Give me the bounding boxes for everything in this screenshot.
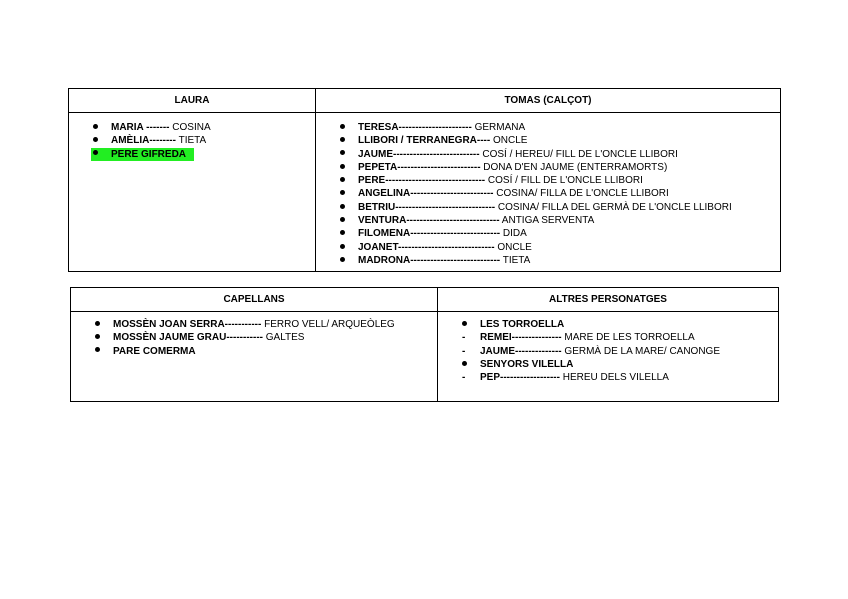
list-item: MOSSÈN JAUME GRAU----------- GALTES: [93, 331, 437, 344]
header-capellans: CAPELLANS: [71, 288, 438, 312]
bullet-icon: [95, 318, 107, 331]
list-item: SENYORS VILELLA: [460, 358, 778, 371]
list-item: - REMEI--------------- MARE DE LES TORROELLA: [462, 332, 695, 344]
tomas-list: [338, 121, 780, 267]
list-item: TERESA---------------------- GERMANA: [338, 121, 780, 134]
altres-list: [460, 318, 778, 384]
list-item: FILOMENA--------------------------- DIDA: [338, 227, 780, 240]
bullet-icon: [93, 134, 105, 147]
header-tomas: TOMAS (CALÇOT): [316, 89, 781, 113]
list-item-highlighted: PERE GIFREDA: [91, 148, 315, 161]
bullet-icon: [340, 121, 352, 134]
laura-list: [91, 121, 315, 161]
bullet-icon: [93, 121, 105, 134]
list-item: MARIA ------- COSINA: [91, 121, 315, 134]
list-item: AMÈLIA-------- TIETA: [91, 134, 315, 147]
list-item: JAUME-------------------------- COSÍ / HEREU/ FILL DE L'ONCLE LLIBORI: [338, 148, 780, 161]
list-item: MADRONA--------------------------- TIETA: [338, 254, 780, 267]
dash-icon: -: [462, 332, 466, 344]
bullet-icon: [340, 201, 352, 214]
bullet-icon: [340, 187, 352, 200]
bullet-icon: [340, 148, 352, 161]
header-laura: LAURA: [69, 89, 316, 113]
bullet-icon: [95, 345, 107, 358]
bullet-icon: [462, 318, 474, 331]
capellans-cell: [71, 312, 438, 402]
characters-table-2: [70, 287, 779, 402]
bullet-icon: [340, 241, 352, 254]
bullet-icon: [340, 227, 352, 240]
list-item: PARE COMERMA: [93, 345, 437, 358]
tomas-cell: [316, 113, 781, 272]
bullet-icon: [95, 331, 107, 344]
list-item: BETRIU------------------------------ COSINA/ FILLA DEL GERMÀ DE L'ONCLE LLIBORI: [338, 201, 780, 214]
dash-icon: -: [462, 345, 466, 357]
bullet-icon: [462, 358, 474, 371]
list-item: JOANET----------------------------- ONCLE: [338, 241, 780, 254]
list-item: PERE------------------------------ COSÍ / FILL DE L'ONCLE LLIBORI: [338, 174, 780, 187]
list-item: LES TORROELLA: [460, 318, 778, 331]
list-item: VENTURA---------------------------- ANTIGA SERVENTA: [338, 214, 780, 227]
list-item: - PEP------------------ HEREU DELS VILELLA: [462, 372, 669, 384]
characters-table-1: [68, 88, 781, 272]
bullet-icon: [93, 148, 105, 161]
list-item: - JAUME-------------- GERMÀ DE LA MARE/ CANONGE: [462, 345, 721, 357]
header-altres-personatges: ALTRES PERSONATGES: [438, 288, 779, 312]
bullet-icon: [340, 161, 352, 174]
bullet-icon: [340, 254, 352, 267]
altres-cell: [438, 312, 779, 402]
list-item: LLIBORI / TERRANEGRA---- ONCLE: [338, 134, 780, 147]
dash-icon: -: [462, 372, 466, 384]
list-item: MOSSÈN JOAN SERRA----------- FERRO VELL/ ARQUEÒLEG: [93, 318, 437, 331]
bullet-icon: [340, 174, 352, 187]
bullet-icon: [340, 214, 352, 227]
laura-cell: [69, 113, 316, 272]
capellans-list: [93, 318, 437, 358]
bullet-icon: [340, 134, 352, 147]
list-item: PEPETA------------------------- DONA D'EN JAUME (ENTERRAMORTS): [338, 161, 780, 174]
list-item: ANGELINA------------------------- COSINA/ FILLA DE L'ONCLE LLIBORI: [338, 187, 780, 200]
